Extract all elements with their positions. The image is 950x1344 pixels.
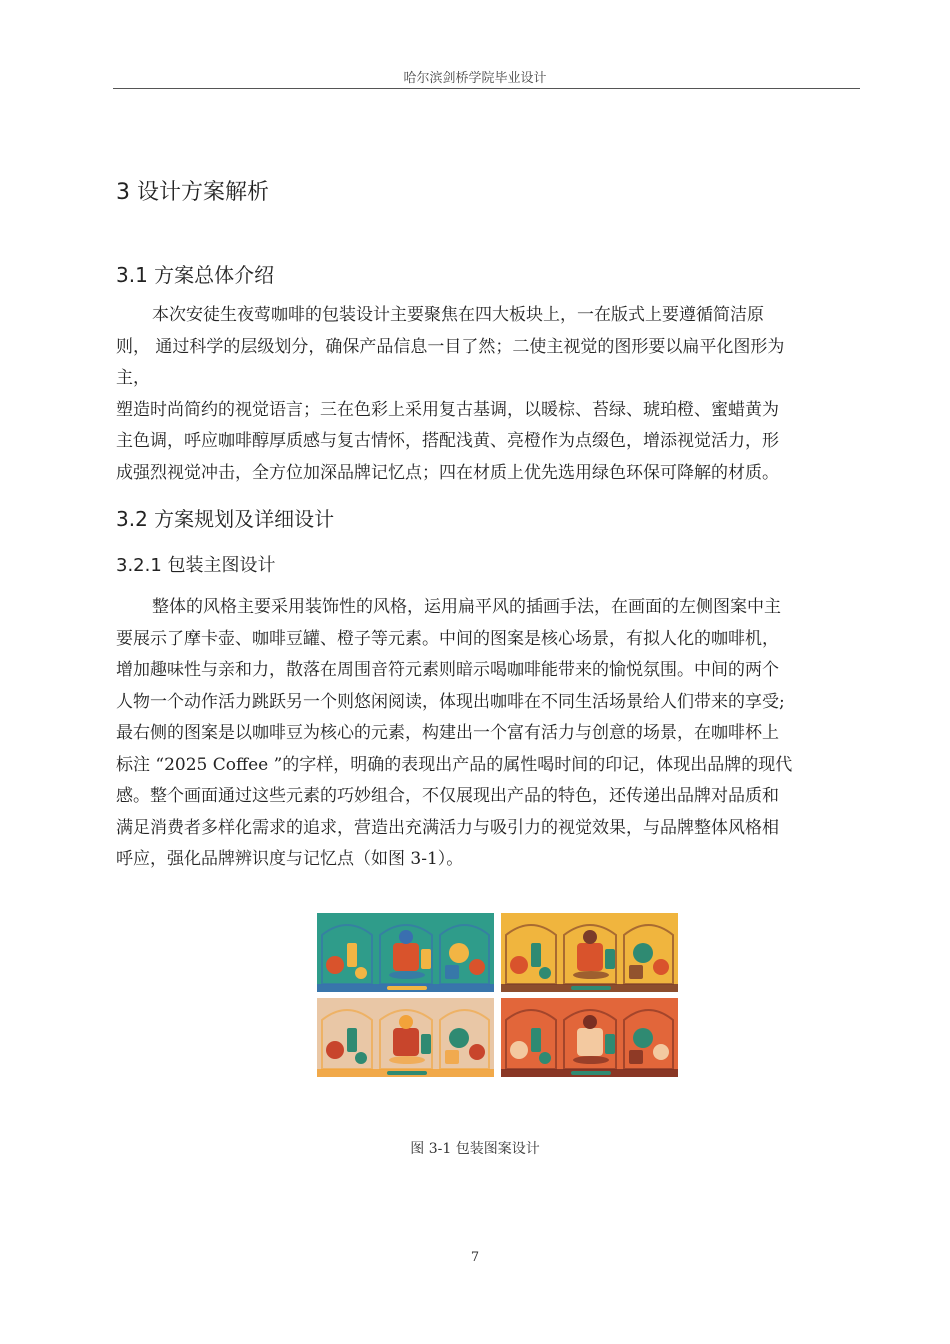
paragraph-line: 要展示了摩卡壶、咖啡豆罐、橙子等元素。中间的图案是核心场景，有拟人化的咖啡机， bbox=[116, 628, 779, 649]
paragraph-line: 本次安徒生夜莺咖啡的包装设计主要聚焦在四大板块上，一在版式上要遵循简洁原 bbox=[152, 305, 764, 325]
packaging-panel-beige bbox=[317, 998, 494, 1077]
header-rule bbox=[113, 88, 860, 89]
packaging-illustration bbox=[501, 913, 678, 992]
paragraph-line: 感。整个画面通过这些元素的巧妙组合，不仅展现出产品的特色，还传递出品牌对品质和 bbox=[116, 786, 779, 806]
running-header: 哈尔滨剑桥学院毕业设计 bbox=[403, 71, 547, 86]
figure-caption: 图 3-1 包装图案设计 bbox=[410, 1141, 540, 1157]
section-3-2-title: 3.2 方案规划及详细设计 bbox=[116, 507, 335, 531]
paragraph-line: 主， bbox=[116, 368, 150, 388]
packaging-panel-orange bbox=[501, 998, 678, 1077]
paragraph-line: 呼应，强化品牌辨识度与记忆点（如图 3-1）。 bbox=[116, 849, 464, 869]
paragraph-line: 最右侧的图案是以咖啡豆为核心的元素，构建出一个富有活力与创意的场景，在咖啡杯上 bbox=[116, 723, 779, 743]
packaging-illustration bbox=[501, 998, 678, 1077]
packaging-illustration bbox=[317, 913, 494, 992]
section-3-2-1-title: 3.2.1 包装主图设计 bbox=[116, 555, 276, 576]
chapter-title: 3 设计方案解析 bbox=[116, 180, 269, 205]
packaging-panel-yellow bbox=[501, 913, 678, 992]
paragraph-line: 则， 通过科学的层级划分，确保产品信息一目了然；二使主视觉的图形要以扁平化图形为 bbox=[116, 336, 785, 357]
paragraph-line: 增加趣味性与亲和力，散落在周围音符元素则暗示喝咖啡能带来的愉悦氛围。中间的两个 bbox=[116, 660, 779, 680]
section-3-2-1-paragraph bbox=[116, 592, 876, 876]
paragraph-line: 人物一个动作活力跳跃另一个则悠闲阅读，体现出咖啡在不同生活场景给人们带来的享受; bbox=[116, 691, 785, 712]
packaging-illustration bbox=[317, 998, 494, 1077]
paragraph-line: 主色调，呼应咖啡醇厚质感与复古情怀，搭配浅黄、亮橙作为点缀色，增添视觉活力，形 bbox=[116, 431, 779, 451]
paragraph-line: 塑造时尚简约的视觉语言；三在色彩上采用复古基调，以暖棕、苔绿、琥珀橙、蜜蜡黄为 bbox=[116, 399, 779, 420]
paragraph-line: 整体的风格主要采用装饰性的风格，运用扁平风的插画手法，在画面的左侧图案中主 bbox=[152, 597, 781, 617]
page-number: 7 bbox=[470, 1250, 480, 1265]
section-3-1-title: 3.1 方案总体介绍 bbox=[116, 263, 275, 287]
packaging-figure bbox=[317, 913, 680, 1077]
paragraph-line: 满足消费者多样化需求的追求，营造出充满活力与吸引力的视觉效果，与品牌整体风格相 bbox=[116, 817, 779, 838]
paragraph-line: 成强烈视觉冲击，全方位加深品牌记忆点；四在材质上优先选用绿色环保可降解的材质。 bbox=[116, 462, 779, 483]
section-3-1-paragraph bbox=[116, 300, 876, 489]
packaging-panel-teal bbox=[317, 913, 494, 992]
paragraph-line: 标注 “2025 Coffee ”的字样，明确的表现出产品的属性喝时间的印记，体现出品牌的现代 bbox=[116, 754, 793, 775]
